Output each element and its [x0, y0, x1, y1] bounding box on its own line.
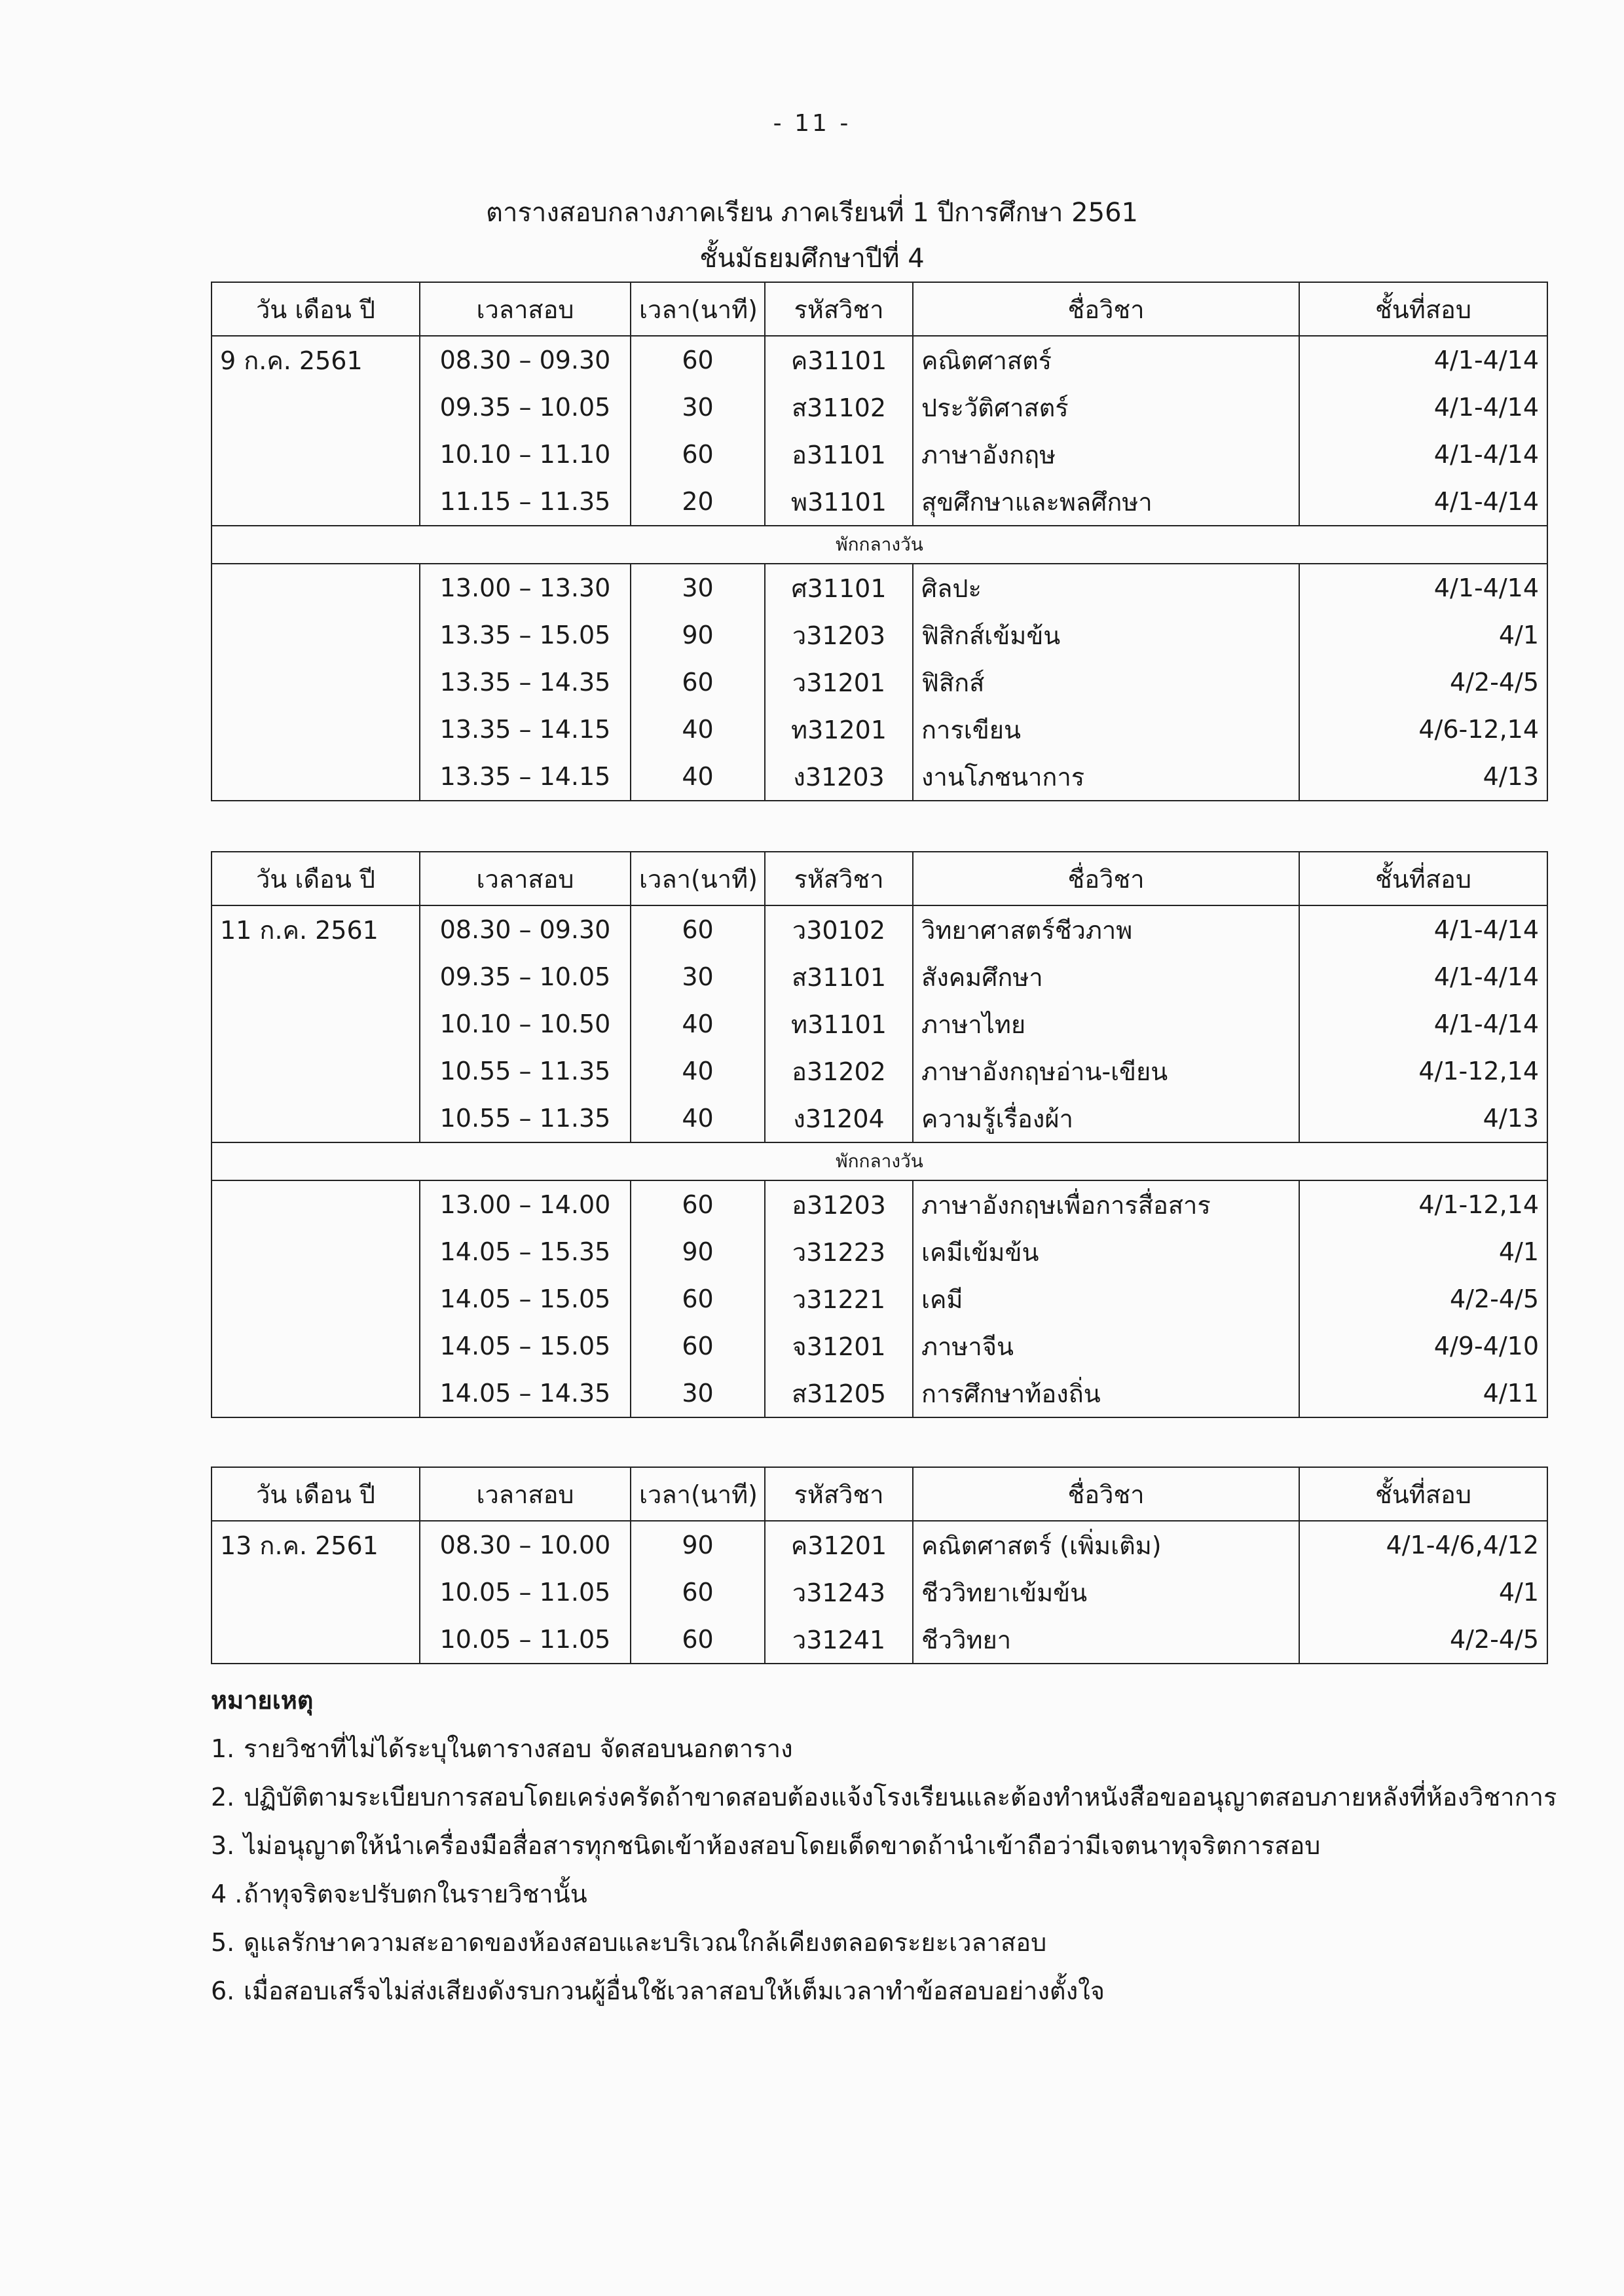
subject-code: ว31201: [765, 659, 913, 706]
exam-class: 4/1-4/14: [1299, 953, 1547, 1000]
subject-code: ง31203: [765, 753, 913, 801]
note-number: 1.: [211, 1734, 235, 1763]
exam-date: 11 ก.ค. 2561: [212, 905, 420, 953]
exam-duration: 40: [631, 1095, 765, 1142]
table-row: [212, 753, 1547, 801]
exam-time: 10.10 – 11.10: [420, 431, 631, 478]
note-text: ดูแลรักษาความสะอาดของห้องสอบและบริเวณใกล้เคียงตลอดระยะเวลาสอบ: [244, 1928, 1047, 1957]
subject-name: ภาษาไทย: [913, 1000, 1299, 1048]
exam-class: 4/13: [1299, 753, 1547, 801]
exam-duration: 90: [631, 1228, 765, 1275]
table-row: [212, 1095, 1547, 1142]
exam-date: [212, 611, 420, 659]
exam-date: [212, 1322, 420, 1370]
subject-code: ศ31101: [765, 564, 913, 611]
subject-code: ท31101: [765, 1000, 913, 1048]
subject-name: ศิลปะ: [913, 564, 1299, 611]
exam-duration: 90: [631, 1521, 765, 1569]
table-row: [212, 611, 1547, 659]
exam-duration: 40: [631, 706, 765, 753]
column-header-code: รหัสวิชา: [765, 1467, 913, 1521]
subject-name: สังคมศึกษา: [913, 953, 1299, 1000]
note-text: ไม่อนุญาตให้นำเครื่องมือสื่อสารทุกชนิดเข้าห้องสอบโดยเด็ดขาดถ้านำเข้าถือว่ามีเจตนาทุจริตการสอบ: [244, 1831, 1321, 1860]
exam-time: 13.35 – 14.35: [420, 659, 631, 706]
subject-name: ฟิสิกส์: [913, 659, 1299, 706]
table-row: [212, 1569, 1547, 1616]
note-text: รายวิชาที่ไม่ได้ระบุในตารางสอบ จัดสอบนอกตาราง: [244, 1734, 793, 1763]
exam-table: [211, 282, 1548, 801]
exam-duration: 30: [631, 1370, 765, 1417]
exam-time: 11.15 – 11.35: [420, 478, 631, 526]
exam-duration: 30: [631, 953, 765, 1000]
subject-name: ฟิสิกส์เข้มข้น: [913, 611, 1299, 659]
subject-code: ว31223: [765, 1228, 913, 1275]
table-row: [212, 384, 1547, 431]
subtitle-line: ชั้นมัธยมศึกษาปีที่ 4: [699, 244, 925, 274]
subject-name: คณิตศาสตร์: [913, 336, 1299, 384]
note-number: 3.: [211, 1831, 235, 1860]
subject-name: สุขศึกษาและพลศึกษา: [913, 478, 1299, 526]
exam-date: [212, 753, 420, 801]
lunch-break-row: [212, 526, 1547, 564]
subject-code: ว31203: [765, 611, 913, 659]
exam-date: [212, 953, 420, 1000]
exam-duration: 30: [631, 384, 765, 431]
exam-time: 10.55 – 11.35: [420, 1095, 631, 1142]
exam-class: 4/2-4/5: [1299, 1275, 1547, 1322]
lunch-break-label: พักกลางวัน: [212, 526, 1547, 564]
exam-duration: 60: [631, 1616, 765, 1664]
column-header-class: ชั้นที่สอบ: [1299, 852, 1547, 905]
exam-class: 4/2-4/5: [1299, 659, 1547, 706]
exam-time: 08.30 – 09.30: [420, 336, 631, 384]
subject-code: จ31201: [765, 1322, 913, 1370]
exam-time: 09.35 – 10.05: [420, 384, 631, 431]
subject-code: ค31201: [765, 1521, 913, 1569]
table-row: [212, 1275, 1547, 1322]
table-row: [212, 1521, 1547, 1569]
exam-date: [212, 659, 420, 706]
column-header-code: รหัสวิชา: [765, 852, 913, 905]
exam-duration: 40: [631, 1048, 765, 1095]
note-item: [211, 1773, 1586, 1821]
note-item: [211, 1918, 1586, 1967]
exam-class: 4/1-12,14: [1299, 1180, 1547, 1228]
table-row: [212, 905, 1547, 953]
subject-code: อ31203: [765, 1180, 913, 1228]
exam-class: 4/1-12,14: [1299, 1048, 1547, 1095]
subject-code: ส31101: [765, 953, 913, 1000]
exam-table: [211, 1467, 1548, 1664]
table-row: [212, 564, 1547, 611]
column-header-code: รหัสวิชา: [765, 282, 913, 336]
header-row: [212, 1467, 1547, 1521]
exam-date: [212, 1569, 420, 1616]
exam-date: [212, 478, 420, 526]
table-row: [212, 1228, 1547, 1275]
exam-time: 13.00 – 14.00: [420, 1180, 631, 1228]
exam-class: 4/1-4/6,4/12: [1299, 1521, 1547, 1569]
subject-name: การศึกษาท้องถิ่น: [913, 1370, 1299, 1417]
exam-class: 4/1: [1299, 1569, 1547, 1616]
subject-code: ว30102: [765, 905, 913, 953]
table-row: [212, 1000, 1547, 1048]
exam-duration: 60: [631, 1322, 765, 1370]
table-row: [212, 1322, 1547, 1370]
exam-duration: 30: [631, 564, 765, 611]
note-item: [211, 1724, 1586, 1773]
exam-date: 13 ก.ค. 2561: [212, 1521, 420, 1569]
title-line: ตารางสอบกลางภาคเรียน ภาคเรียนที่ 1 ปีการศึกษา 2561: [486, 198, 1138, 228]
exam-date: 9 ก.ค. 2561: [212, 336, 420, 384]
column-header-subject: ชื่อวิชา: [913, 282, 1299, 336]
exam-time: 10.05 – 11.05: [420, 1616, 631, 1664]
exam-duration: 60: [631, 431, 765, 478]
subject-name: ภาษาอังกฤษเพื่อการสื่อสาร: [913, 1180, 1299, 1228]
page-number: - 11 -: [773, 110, 851, 137]
exam-duration: 20: [631, 478, 765, 526]
exam-date: [212, 1048, 420, 1095]
exam-time: 10.05 – 11.05: [420, 1569, 631, 1616]
subject-name: ภาษาอังกฤษ: [913, 431, 1299, 478]
column-header-date: วัน เดือน ปี: [212, 282, 420, 336]
subject-code: ง31204: [765, 1095, 913, 1142]
subject-code: ส31205: [765, 1370, 913, 1417]
column-header-duration: เวลา(นาที): [631, 852, 765, 905]
exam-time: 13.35 – 14.15: [420, 753, 631, 801]
exam-time: 08.30 – 09.30: [420, 905, 631, 953]
column-header-duration: เวลา(นาที): [631, 1467, 765, 1521]
exam-duration: 60: [631, 1180, 765, 1228]
note-text: ปฏิบัติตามระเบียบการสอบโดยเคร่งครัดถ้าขาดสอบต้องแจ้งโรงเรียนและต้องทำหนังสือขออนุญาตสอบภายหลังที่ห้องวิชาการ: [244, 1783, 1557, 1812]
exam-class: 4/13: [1299, 1095, 1547, 1142]
exam-time: 09.35 – 10.05: [420, 953, 631, 1000]
exam-date: [212, 431, 420, 478]
subject-name: งานโภชนาการ: [913, 753, 1299, 801]
table-row: [212, 1180, 1547, 1228]
exam-duration: 60: [631, 1569, 765, 1616]
exam-date: [212, 1616, 420, 1664]
subject-name: ความรู้เรื่องผ้า: [913, 1095, 1299, 1142]
document-title: [0, 190, 1624, 282]
exam-time: 14.05 – 14.35: [420, 1370, 631, 1417]
subject-name: ภาษาจีน: [913, 1322, 1299, 1370]
subject-code: พ31101: [765, 478, 913, 526]
exam-date: [212, 1180, 420, 1228]
exam-class: 4/1-4/14: [1299, 336, 1547, 384]
table-row: [212, 706, 1547, 753]
subject-name: ชีววิทยา: [913, 1616, 1299, 1664]
column-header-time: เวลาสอบ: [420, 1467, 631, 1521]
subject-name: คณิตศาสตร์ (เพิ่มเติม): [913, 1521, 1299, 1569]
exam-table: [211, 851, 1548, 1418]
note-number: 6.: [211, 1977, 235, 2005]
table-row: [212, 953, 1547, 1000]
subject-name: ชีววิทยาเข้มข้น: [913, 1569, 1299, 1616]
exam-date: [212, 1228, 420, 1275]
exam-class: 4/1-4/14: [1299, 478, 1547, 526]
subject-code: ส31102: [765, 384, 913, 431]
exam-class: 4/1-4/14: [1299, 384, 1547, 431]
subject-name: การเขียน: [913, 706, 1299, 753]
exam-class: 4/1-4/14: [1299, 905, 1547, 953]
exam-time: 13.00 – 13.30: [420, 564, 631, 611]
exam-time: 08.30 – 10.00: [420, 1521, 631, 1569]
notes-heading: หมายเหตุ: [211, 1686, 314, 1715]
subject-code: ว31243: [765, 1569, 913, 1616]
exam-class: 4/6-12,14: [1299, 706, 1547, 753]
column-header-subject: ชื่อวิชา: [913, 852, 1299, 905]
subject-code: ว31241: [765, 1616, 913, 1664]
subject-code: อ31202: [765, 1048, 913, 1095]
note-text: ถ้าทุจริตจะปรับตกในรายวิชานั้น: [244, 1880, 587, 1908]
exam-duration: 40: [631, 753, 765, 801]
exam-duration: 60: [631, 659, 765, 706]
exam-duration: 40: [631, 1000, 765, 1048]
exam-date: [212, 384, 420, 431]
column-header-date: วัน เดือน ปี: [212, 852, 420, 905]
column-header-duration: เวลา(นาที): [631, 282, 765, 336]
table-row: [212, 1048, 1547, 1095]
column-header-class: ชั้นที่สอบ: [1299, 1467, 1547, 1521]
exam-class: 4/1: [1299, 1228, 1547, 1275]
column-header-time: เวลาสอบ: [420, 852, 631, 905]
note-item: [211, 1870, 1586, 1918]
exam-class: 4/1-4/14: [1299, 564, 1547, 611]
exam-time: 10.10 – 10.50: [420, 1000, 631, 1048]
exam-date: [212, 1370, 420, 1417]
exam-duration: 60: [631, 1275, 765, 1322]
subject-code: ท31201: [765, 706, 913, 753]
note-number: 5.: [211, 1928, 235, 1957]
exam-class: 4/9-4/10: [1299, 1322, 1547, 1370]
note-text: เมื่อสอบเสร็จไม่ส่งเสียงดังรบกวนผู้อื่นใช้เวลาสอบให้เต็มเวลาทำข้อสอบอย่างตั้งใจ: [244, 1977, 1105, 2005]
subject-name: ภาษาอังกฤษอ่าน-เขียน: [913, 1048, 1299, 1095]
note-number: 2.: [211, 1783, 235, 1812]
exam-date: [212, 564, 420, 611]
lunch-break-label: พักกลางวัน: [212, 1142, 1547, 1180]
subject-name: เคมีเข้มข้น: [913, 1228, 1299, 1275]
exam-time: 14.05 – 15.05: [420, 1275, 631, 1322]
exam-class: 4/1-4/14: [1299, 1000, 1547, 1048]
table-row: [212, 659, 1547, 706]
lunch-break-row: [212, 1142, 1547, 1180]
exam-time: 14.05 – 15.05: [420, 1322, 631, 1370]
subject-name: ประวัติศาสตร์: [913, 384, 1299, 431]
table-row: [212, 1370, 1547, 1417]
subject-name: เคมี: [913, 1275, 1299, 1322]
notes-list: [211, 1724, 1586, 2015]
note-item: [211, 1821, 1586, 1870]
column-header-class: ชั้นที่สอบ: [1299, 282, 1547, 336]
column-header-date: วัน เดือน ปี: [212, 1467, 420, 1521]
exam-time: 13.35 – 15.05: [420, 611, 631, 659]
table-row: [212, 478, 1547, 526]
column-header-subject: ชื่อวิชา: [913, 1467, 1299, 1521]
exam-class: 4/11: [1299, 1370, 1547, 1417]
exam-date: [212, 1000, 420, 1048]
note-number: 4 .: [211, 1880, 243, 1908]
column-header-time: เวลาสอบ: [420, 282, 631, 336]
subject-code: ว31221: [765, 1275, 913, 1322]
subject-name: วิทยาศาสตร์ชีวภาพ: [913, 905, 1299, 953]
exam-time: 14.05 – 15.35: [420, 1228, 631, 1275]
table-row: [212, 431, 1547, 478]
table-row: [212, 336, 1547, 384]
subject-code: ค31101: [765, 336, 913, 384]
exam-class: 4/1: [1299, 611, 1547, 659]
notes-section: [211, 1676, 1586, 2015]
exam-time: 13.35 – 14.15: [420, 706, 631, 753]
note-item: [211, 1967, 1586, 2015]
header-row: [212, 852, 1547, 905]
table-row: [212, 1616, 1547, 1664]
exam-date: [212, 706, 420, 753]
header-row: [212, 282, 1547, 336]
exam-duration: 90: [631, 611, 765, 659]
subject-code: อ31101: [765, 431, 913, 478]
exam-class: 4/2-4/5: [1299, 1616, 1547, 1664]
exam-date: [212, 1275, 420, 1322]
exam-time: 10.55 – 11.35: [420, 1048, 631, 1095]
exam-duration: 60: [631, 905, 765, 953]
exam-date: [212, 1095, 420, 1142]
exam-duration: 60: [631, 336, 765, 384]
exam-class: 4/1-4/14: [1299, 431, 1547, 478]
